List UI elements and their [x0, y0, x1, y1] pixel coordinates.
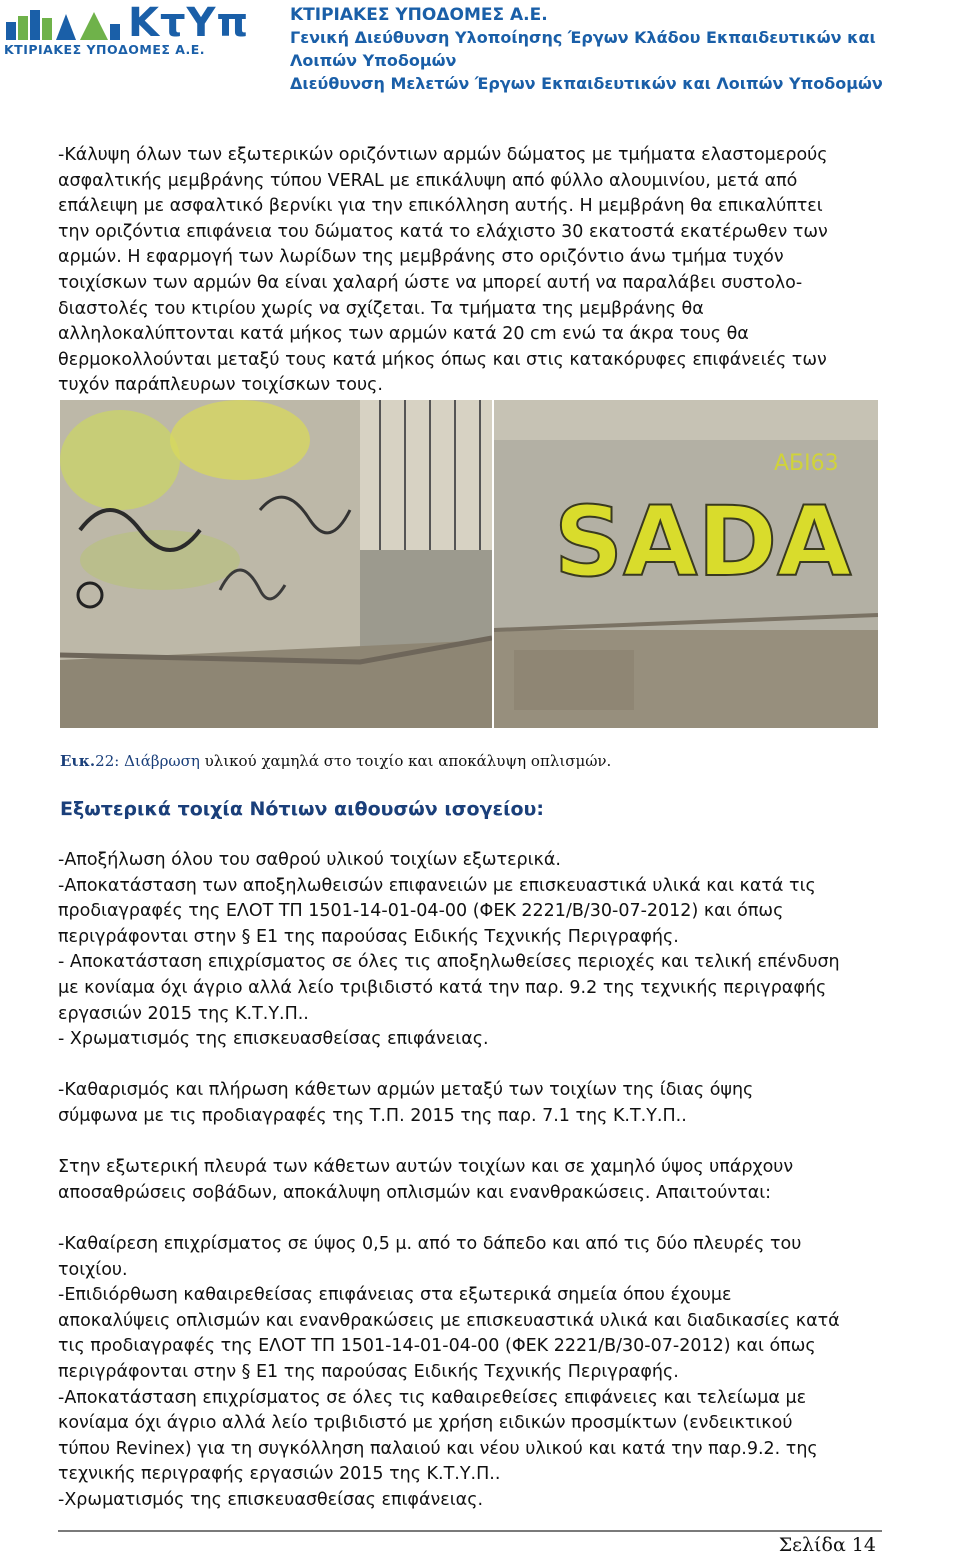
text-line: -Αποξήλωση όλου του σαθρού υλικού τοιχίων εξωτερικά.	[58, 850, 561, 870]
text-line: κονίαμα όχι άγριο αλλά λείο τριβιδιστό με χρήση ειδικών προσμίκτων (ενδεικτικού	[58, 1413, 793, 1434]
svg-text:SADA: SADA	[554, 486, 852, 598]
text-line: διαστολές του κτιρίου χωρίς να σχίζεται. Τα τμήματα της μεμβράνης θα	[58, 298, 704, 319]
organization-heading	[290, 4, 950, 95]
text-line: ασφαλτικής μεμβράνης τύπου VERAL με επικάλυψη από φύλλο αλουμινίου, μετά από	[58, 170, 798, 191]
text-line: -Αποκατάσταση επιχρίσματος σε όλες τις καθαιρεθείσες επιφάνειες και τελείωμα με	[58, 1387, 807, 1408]
page-number: Σελίδα 14	[778, 1534, 876, 1556]
footer-divider	[58, 1530, 882, 1532]
paragraph-joints	[58, 1078, 878, 1129]
text-line: - Χρωματισμός της επισκευασθείσας επιφάνειας.	[58, 1029, 489, 1050]
svg-text:АБІ63: АБІ63	[774, 451, 839, 476]
company-logo	[4, 0, 272, 57]
text-line: σύμφωνα με τις προδιαγραφές της Τ.Π. 2015 της παρ. 7.1 της Κ.Τ.Υ.Π..	[58, 1105, 687, 1126]
paragraph-membrane	[58, 143, 878, 399]
logo-text: ΚτΥπ	[128, 0, 250, 46]
text-line: Στην εξωτερική πλευρά των κάθετων αυτών τοιχίων και σε χαμηλό ύψος υπάρχουν	[58, 1157, 794, 1177]
text-line: περιγράφονται στην § Ε1 της παρούσας Ειδικής Τεχνικής Περιγραφής.	[58, 1361, 679, 1382]
org-directorate-general: Γενική Διεύθυνση Υλοποίησης Έργων Κλάδου Εκπαιδευτικών και	[290, 28, 876, 47]
right-photo	[494, 400, 878, 728]
text-line: -Καθαρισμός και πλήρωση κάθετων αρμών μεταξύ των τοιχίων της ίδιας όψης	[58, 1080, 754, 1100]
text-line: τοιχίου.	[58, 1259, 128, 1280]
text-line: -Επιδιόρθωση καθαιρεθείσας επιφάνειας στα εξωτερικά σημεία όπου έχουμε	[58, 1285, 732, 1306]
text-line: θερμοκολλούνται μεταξύ τους κατά μήκος όπως και στις κατακόρυφες επιφάνειές των	[58, 349, 827, 370]
text-line: -Κάλυψη όλων των εξωτερικών οριζόντιων αρμών δώματος με τμήματα ελαστομερούς	[58, 145, 828, 165]
caption-title: Διάβρωση	[124, 752, 200, 770]
text-line: με κονίαμα όχι άγριο αλλά λείο τριβιδιστό κατά την παρ. 9.2 της τεχνικής περιγραφής	[58, 977, 827, 998]
text-line: τεχνικής περιγραφής εργασιών 2015 της Κ.Τ.Υ.Π..	[58, 1464, 501, 1485]
logo-mark-icon	[4, 8, 124, 42]
text-line: αρμών. Η εφαρμογή των λωρίδων της μεμβράνης στο οριζόντιο άνω τμήμα τυχόν	[58, 247, 784, 268]
text-line: -Αποκατάσταση των αποξηλωθεισών επιφανειών με επισκευαστικά υλικά και κατά τις	[58, 875, 816, 896]
paragraph-outer-side	[58, 1155, 878, 1206]
text-line: εργασιών 2015 της Κ.Τ.Υ.Π..	[58, 1003, 309, 1024]
text-line: τις προδιαγραφές της ΕΛΟΤ ΤΠ 1501-14-01-04-00 (ΦΕΚ 2221/Β/30-07-2012) και όπως	[58, 1336, 816, 1357]
text-line: επάλειψη με ασφαλτικό βερνίκι για την επικόλληση αυτής. Η μεμβράνη θα επικαλύπτει	[58, 196, 823, 217]
caption-text: υλικού χαμηλά στο τοιχίο και αποκάλυψη οπλισμών.	[199, 752, 612, 770]
text-line: - Αποκατάσταση επιχρίσματος σε όλες τις αποξηλωθείσες περιοχές και τελική επένδυση	[58, 952, 840, 973]
text-line: τυχόν παράπλευρων τοιχίσκων τους.	[58, 375, 383, 396]
text-line: αλληλοκαλύπτονται κατά μήκος των αρμών κατά 20 cm ενώ τα άκρα τους θα	[58, 324, 749, 345]
text-line: αποκαλύψεις οπλισμών και ενανθρακώσεις με επισκευαστικά υλικά και διαδικασίες κατά	[58, 1310, 840, 1331]
left-photo	[60, 400, 492, 728]
org-directorate: Διεύθυνση Μελετών Έργων Εκπαιδευτικών και Λοιπών Υποδομών	[290, 74, 883, 93]
paragraph-repairs	[58, 1232, 878, 1514]
text-line: τύπου Revinex) για τη συγκόλληση παλαιού και νέου υλικού και κατά την παρ.9.2. της	[58, 1438, 818, 1459]
org-name: ΚΤΙΡΙΑΚΕΣ ΥΠΟΔΟΜΕΣ Α.Ε.	[290, 5, 548, 25]
text-line: την οριζόντια επιφάνεια του δώματος κατά το ελάχιστο 30 εκατοστά εκατέρωθεν των	[58, 221, 828, 242]
caption-label: Εικ.	[60, 752, 96, 770]
photo-pair	[60, 400, 878, 728]
logo-subtitle: ΚΤΙΡΙΑΚΕΣ ΥΠΟΔΟΜΕΣ Α.Ε.	[4, 42, 205, 57]
page-header	[0, 0, 960, 112]
text-line: τοιχίσκων των αρμών θα είναι χαλαρή ώστε να μπορεί αυτή να παραλάβει συστολο-	[58, 272, 803, 293]
caption-number: 22:	[95, 752, 120, 770]
section-heading: Εξωτερικά τοιχία Νότιων αιθουσών ισογείου:	[60, 798, 544, 820]
org-directorate-general-cont: Λοιπών Υποδομών	[290, 51, 457, 70]
text-line: περιγράφονται στην § Ε1 της παρούσας Ειδικής Τεχνικής Περιγραφής.	[58, 926, 679, 947]
paragraph-removal	[58, 848, 878, 1053]
text-line: -Χρωματισμός της επισκευασθείσας επιφάνειας.	[58, 1489, 484, 1510]
text-line: αποσαθρώσεις σοβάδων, αποκάλυψη οπλισμών και ενανθρακώσεις. Απαιτούνται:	[58, 1182, 772, 1203]
text-line: προδιαγραφές της ΕΛΟΤ ΤΠ 1501-14-01-04-00 (ΦΕΚ 2221/Β/30-07-2012) και όπως	[58, 901, 784, 922]
text-line: -Καθαίρεση επιχρίσματος σε ύψος 0,5 μ. από το δάπεδο και από τις δύο πλευρές του	[58, 1234, 802, 1254]
figure-caption	[60, 752, 611, 770]
